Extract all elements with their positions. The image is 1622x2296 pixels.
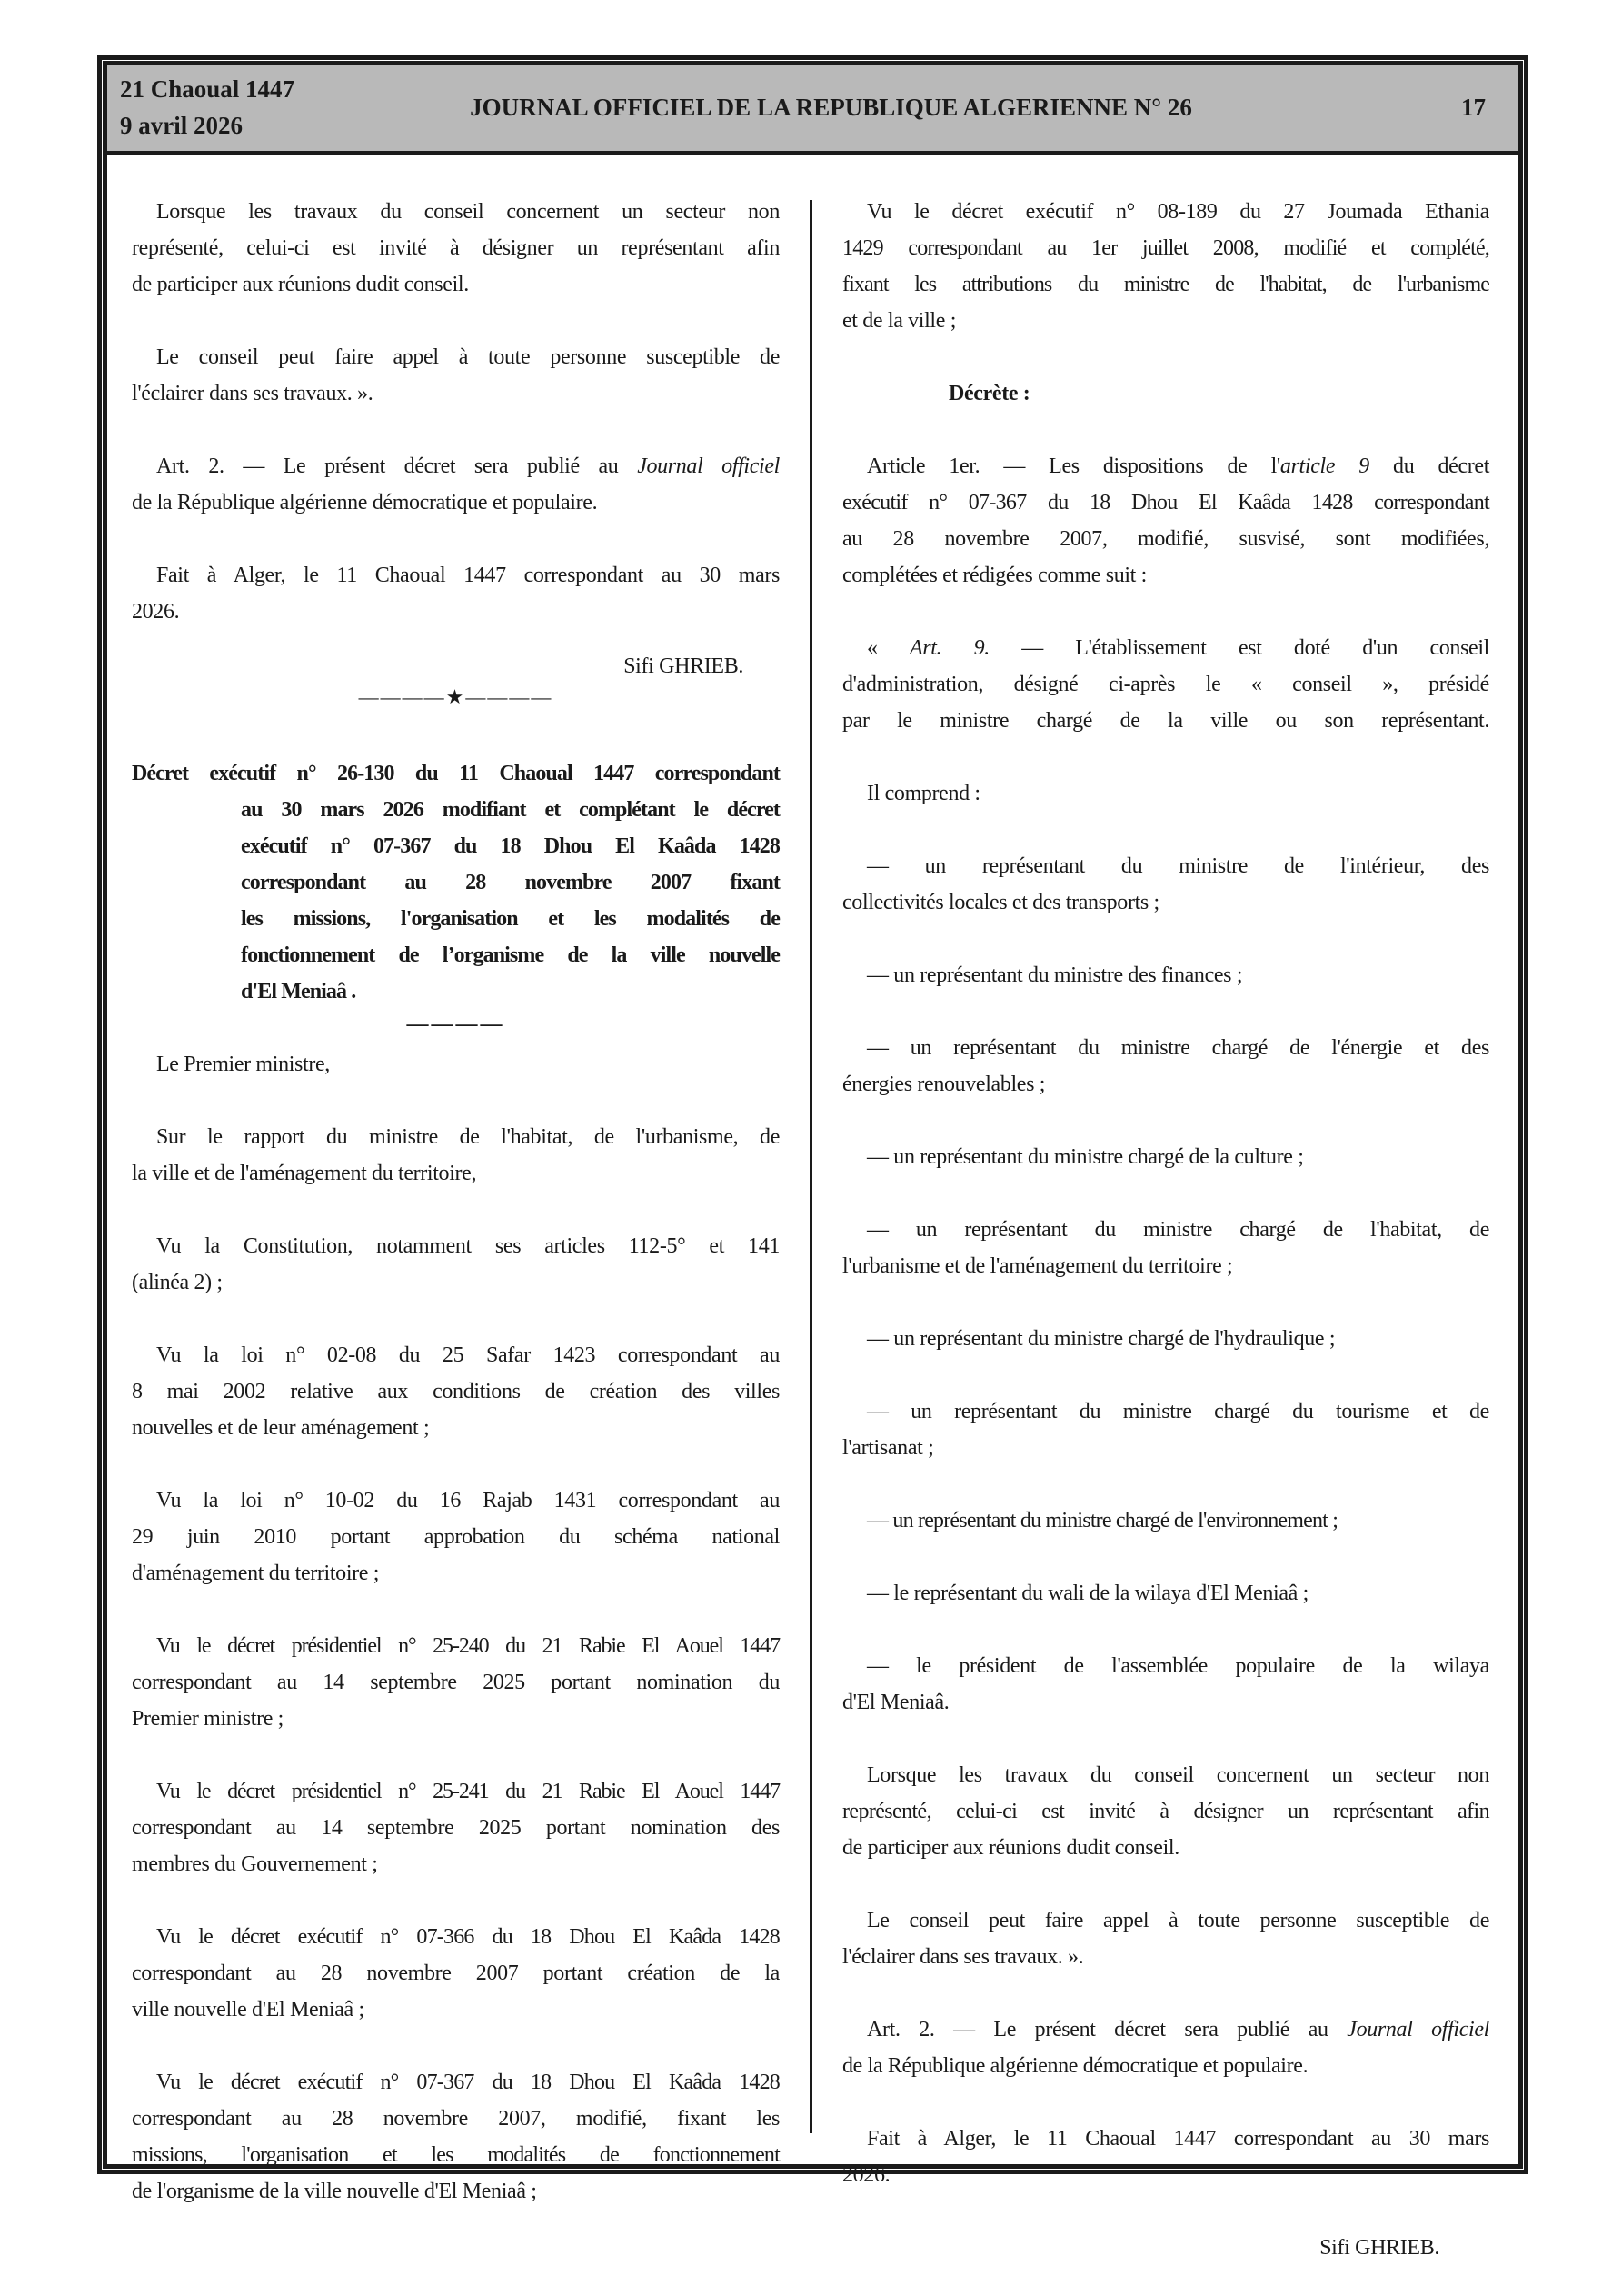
text-line: Sur le rapport du ministre de l'habitat, de l'urbanisme, de	[156, 1125, 780, 1149]
text-line: — un représentant du ministre chargé de l'énergie et des	[867, 1036, 1489, 1060]
text-line: Lorsque les travaux du conseil concernent un secteur non	[867, 1763, 1489, 1787]
text-line: ville nouvelle d'El Meniaâ ;	[132, 1998, 364, 2021]
text-line: Vu le décret présidentiel n° 25-241 du 21 Rabie El Aouel 1447	[156, 1780, 780, 1803]
member-item	[842, 1139, 1489, 1175]
short-separator: ————	[406, 1013, 505, 1036]
text-line	[132, 448, 780, 484]
text-line: correspondant au 14 septembre 2025 portant nomination des	[132, 1816, 780, 1840]
paragraph	[132, 1919, 780, 2028]
member-item	[842, 957, 1489, 993]
text-line: Lorsque les travaux du conseil concernent un secteur non	[156, 200, 780, 224]
paragraph	[132, 339, 780, 412]
article-2	[842, 2011, 1489, 2084]
text-line: Fait à Alger, le 11 Chaoual 1447 correspondant au 30 mars	[156, 564, 780, 587]
text-line: — un représentant du ministre chargé de l'habitat, de	[867, 1218, 1489, 1242]
text-line: 2026.	[842, 2163, 891, 2187]
text-line: 29 juin 2010 portant approbation du schéma national	[132, 1525, 780, 1549]
right-column	[842, 194, 1489, 2266]
title-line: exécutif n° 07-367 du 18 Dhou El Kaâda 1428	[241, 834, 780, 858]
text-line: Le conseil peut faire appel à toute personne susceptible de	[156, 345, 780, 369]
text-line: et de la ville ;	[842, 309, 957, 333]
paragraph-fait	[842, 2121, 1489, 2193]
text-line: de la République algérienne démocratique et populaire.	[842, 2054, 1309, 2078]
paragraph	[132, 194, 780, 303]
text-line: 2026.	[132, 600, 180, 624]
text-line: par le ministre chargé de la ville ou son représentant.	[842, 709, 1489, 733]
text-run: du décret	[1368, 454, 1490, 478]
text-line: Vu le décret exécutif n° 08-189 du 27 Joumada Ethania	[867, 200, 1489, 224]
journal-officiel-italic: Journal officiel	[1347, 2018, 1489, 2041]
text-line: — un représentant du ministre des finances ;	[867, 963, 1243, 987]
text-run: — L'établissement est doté d'un conseil	[989, 636, 1489, 660]
member-item	[842, 1030, 1489, 1103]
text-line: d'aménagement du territoire ;	[132, 1562, 380, 1585]
journal-officiel-italic: Journal officiel	[637, 454, 780, 478]
text-line: — un représentant du ministre chargé de l'environnement ;	[867, 1509, 1338, 1532]
paragraph	[842, 775, 1489, 812]
title-line: au 30 mars 2026 modifiant et complétant le décret	[241, 798, 780, 822]
text-line: énergies renouvelables ;	[842, 1073, 1046, 1096]
text-line: Vu le décret exécutif n° 07-367 du 18 Dhou El Kaâda 1428	[156, 2071, 780, 2094]
text-line: — un représentant du ministre chargé de la culture ;	[867, 1145, 1304, 1169]
text-line: de participer aux réunions dudit conseil.	[842, 1836, 1179, 1860]
text-line: correspondant au 28 novembre 2007 portant création de la	[132, 1962, 780, 1985]
title-line: les missions, l'organisation et les modalités de	[241, 907, 780, 931]
text-line: 8 mai 2002 relative aux conditions de création des villes	[132, 1380, 780, 1403]
text-line: nouvelles et de leur aménagement ;	[132, 1416, 430, 1440]
paragraph	[842, 1757, 1489, 1866]
text-run: Art. 2. — Le présent décret sera publié au	[867, 2018, 1348, 2041]
title-line: fonctionnement de l’organisme de la ville nouvelle	[241, 943, 780, 967]
text-run: Art. 2. — Le présent décret sera publié au	[156, 454, 638, 478]
member-item	[842, 848, 1489, 921]
text-line: membres du Gouvernement ;	[132, 1852, 378, 1876]
text-line: — le président de l'assemblée populaire de la wilaya	[867, 1654, 1489, 1678]
text-line: — un représentant du ministre chargé de l'hydraulique ;	[867, 1327, 1336, 1351]
text-line: complétées et rédigées comme suit :	[842, 564, 1147, 587]
text-line	[842, 630, 1489, 666]
decrete-label: Décrète :	[949, 382, 1030, 405]
member-item	[842, 1321, 1489, 1357]
title-line: correspondant au 28 novembre 2007 fixant	[241, 871, 780, 894]
text-line: Vu la Constitution, notamment ses articles 112-5° et 141	[156, 1234, 780, 1258]
paragraph	[132, 1337, 780, 1446]
paragraph	[132, 1046, 780, 1083]
left-column	[132, 194, 780, 2246]
paragraph	[132, 1773, 780, 1882]
text-line: Le conseil peut faire appel à toute personne susceptible de	[867, 1909, 1489, 1932]
text-line: l'urbanisme et de l'aménagement du territoire ;	[842, 1254, 1233, 1278]
text-line: — un représentant du ministre chargé du tourisme et de	[867, 1400, 1489, 1423]
text-line: représenté, celui-ci est invité à désigner un représentant afin	[842, 1800, 1489, 1823]
text-line: l'éclairer dans ses travaux. ».	[132, 382, 373, 405]
text-line: Premier ministre ;	[132, 1707, 284, 1731]
text-line: de l'organisme de la ville nouvelle d'El Meniaâ ;	[132, 2180, 537, 2203]
text-line: (alinéa 2) ;	[132, 1271, 223, 1294]
page-number: 17	[1461, 94, 1486, 121]
paragraph	[842, 194, 1489, 339]
text-line: collectivités locales et des transports ;	[842, 891, 1159, 914]
star-separator: ————★————	[358, 685, 553, 708]
text-line: — le représentant du wali de la wilaya d'El Meniaâ ;	[867, 1582, 1309, 1605]
text-line: l'éclairer dans ses travaux. ».	[842, 1945, 1084, 1969]
text-line: Le Premier ministre,	[156, 1053, 330, 1076]
signature: Sifi GHRIEB.	[623, 654, 743, 678]
text-line: représenté, celui-ci est invité à désigner un représentant afin	[132, 236, 780, 260]
member-item	[842, 1212, 1489, 1284]
article-1	[842, 448, 1489, 594]
hijri-date: 21 Chaoual 1447	[120, 75, 295, 103]
member-item	[842, 1502, 1489, 1539]
text-line: Fait à Alger, le 11 Chaoual 1447 correspondant au 30 mars	[867, 2127, 1489, 2151]
text-line: missions, l'organisation et les modalités de fonctionnement	[132, 2143, 780, 2167]
text-line: Vu le décret présidentiel n° 25-240 du 21 Rabie El Aouel 1447	[156, 1634, 780, 1658]
column-divider	[810, 200, 812, 2133]
text-line: Vu la loi n° 10-02 du 16 Rajab 1431 correspondant au	[156, 1489, 780, 1512]
gregorian-date: 9 avril 2026	[120, 112, 243, 139]
text-line: Vu la loi n° 02-08 du 25 Safar 1423 correspondant au	[156, 1343, 780, 1367]
title-line: d'El Meniaâ .	[241, 980, 356, 1003]
text-line: l'artisanat ;	[842, 1436, 934, 1460]
text-line: d'administration, désigné ci-après le « conseil », présidé	[842, 673, 1489, 696]
text-line: fixant les attributions du ministre de l'habitat, de l'urbanisme	[842, 273, 1489, 296]
title-line: Décret exécutif n° 26-130 du 11 Chaoual 1447 correspondant	[132, 762, 780, 785]
article-ref-italic: Art. 9.	[910, 636, 990, 660]
paragraph	[132, 1482, 780, 1592]
text-line: correspondant au 14 septembre 2025 portant nomination du	[132, 1671, 780, 1694]
text-line	[842, 448, 1489, 484]
decrete-heading	[842, 375, 1489, 412]
text-line: d'El Meniaâ.	[842, 1691, 950, 1714]
text-run: Article 1er. — Les dispositions de l'	[867, 454, 1280, 478]
text-line: exécutif n° 07-367 du 18 Dhou El Kaâda 1428 correspondant	[842, 491, 1489, 514]
text-line: — un représentant du ministre de l'intérieur, des	[867, 854, 1489, 878]
signature: Sifi GHRIEB.	[1319, 2236, 1439, 2260]
article-ref-italic: article 9	[1279, 454, 1369, 478]
text-line: Vu le décret exécutif n° 07-366 du 18 Dhou El Kaâda 1428	[156, 1925, 780, 1949]
text-line	[842, 2011, 1489, 2048]
text-line: correspondant au 28 novembre 2007, modifié, fixant les	[132, 2107, 780, 2131]
paragraph	[132, 1119, 780, 1192]
paragraph	[132, 1628, 780, 1737]
text-line: 1429 correspondant au 1er juillet 2008, modifié et complété,	[842, 236, 1489, 260]
member-item	[842, 1648, 1489, 1721]
decree-title	[132, 755, 780, 1010]
text-line: de participer aux réunions dudit conseil.	[132, 273, 469, 296]
text-line: la ville et de l'aménagement du territoire,	[132, 1162, 477, 1185]
text-line: Il comprend :	[867, 782, 980, 805]
journal-title: JOURNAL OFFICIEL DE LA REPUBLIQUE ALGERIENNE N° 26	[470, 94, 1192, 121]
text-line: au 28 novembre 2007, modifié, susvisé, sont modifiées,	[842, 527, 1489, 551]
member-item	[842, 1575, 1489, 1612]
text-line: de la République algérienne démocratique et populaire.	[132, 491, 598, 514]
article-9	[842, 630, 1489, 739]
journal-header	[107, 65, 1518, 155]
text-run: «	[867, 636, 910, 660]
article-2	[132, 448, 780, 521]
member-item	[842, 1393, 1489, 1466]
paragraph	[132, 2064, 780, 2210]
paragraph-fait	[132, 557, 780, 630]
paragraph	[132, 1228, 780, 1301]
paragraph	[842, 1902, 1489, 1975]
